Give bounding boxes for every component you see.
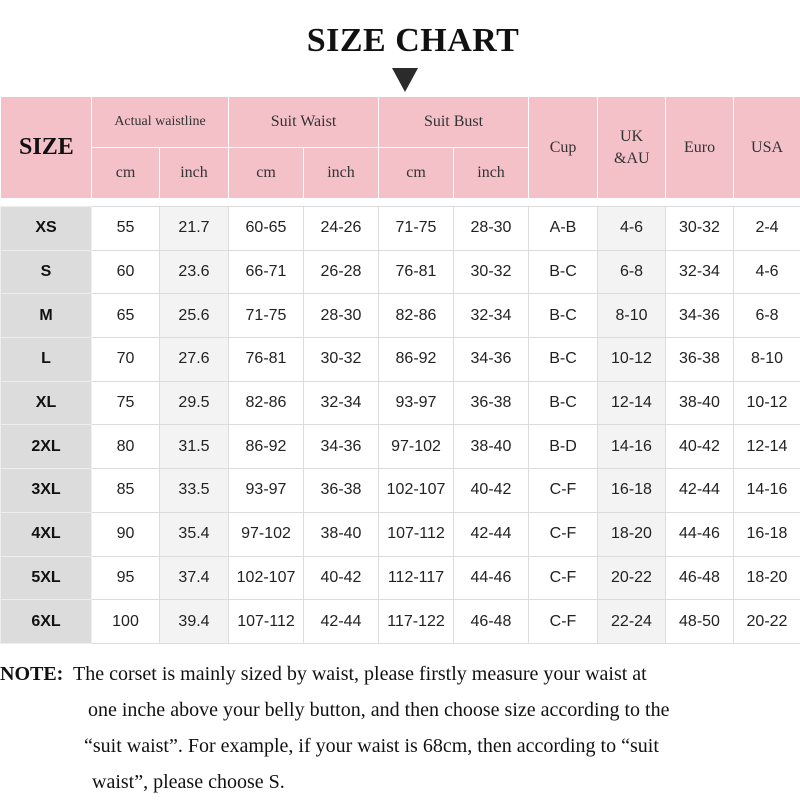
table-cell: A-B xyxy=(529,207,598,251)
header-usa: USA xyxy=(734,97,800,199)
table-cell: 82-86 xyxy=(229,381,304,425)
table-cell: 8-10 xyxy=(734,338,800,382)
table-cell: 107-112 xyxy=(379,512,454,556)
table-cell: 10-12 xyxy=(598,338,666,382)
table-cell: 55 xyxy=(92,207,160,251)
header-unit-inch: inch xyxy=(454,148,529,199)
header-unit-inch: inch xyxy=(304,148,379,199)
table-cell: 12-14 xyxy=(734,425,800,469)
table-cell: 20-22 xyxy=(598,556,666,600)
table-cell: 32-34 xyxy=(304,381,379,425)
table-cell: 97-102 xyxy=(229,512,304,556)
table-cell: 38-40 xyxy=(666,381,734,425)
table-row xyxy=(1,512,800,556)
table-cell: B-D xyxy=(529,425,598,469)
table-cell: 14-16 xyxy=(598,425,666,469)
header-euro: Euro xyxy=(666,97,734,199)
header-unit-inch: inch xyxy=(160,148,229,199)
table-cell: 21.7 xyxy=(160,207,229,251)
table-cell: 90 xyxy=(92,512,160,556)
table-cell: 86-92 xyxy=(379,338,454,382)
table-cell: 26-28 xyxy=(304,250,379,294)
note-line-3: “suit waist”. For example, if your waist is 68cm, then according to “suit xyxy=(84,735,659,757)
size-label: 5XL xyxy=(1,556,92,600)
table-cell: 27.6 xyxy=(160,338,229,382)
table-cell: 44-46 xyxy=(454,556,529,600)
table-cell: 39.4 xyxy=(160,600,229,644)
size-label: 3XL xyxy=(1,469,92,513)
table-cell: B-C xyxy=(529,250,598,294)
table-cell: B-C xyxy=(529,381,598,425)
table-cell: 71-75 xyxy=(229,294,304,338)
table-cell: 93-97 xyxy=(229,469,304,513)
table-cell: 40-42 xyxy=(666,425,734,469)
table-cell: 30-32 xyxy=(454,250,529,294)
size-label: S xyxy=(1,250,92,294)
table-cell: 6-8 xyxy=(734,294,800,338)
table-cell: 102-107 xyxy=(379,469,454,513)
size-label: 4XL xyxy=(1,512,92,556)
table-cell: 28-30 xyxy=(454,207,529,251)
note-label: NOTE: xyxy=(0,663,64,685)
size-label: M xyxy=(1,294,92,338)
header-unit-cm: cm xyxy=(92,148,160,199)
table-cell: 44-46 xyxy=(666,512,734,556)
table-cell: 102-107 xyxy=(229,556,304,600)
table-cell: 25.6 xyxy=(160,294,229,338)
table-cell: 40-42 xyxy=(454,469,529,513)
size-label: 6XL xyxy=(1,600,92,644)
table-cell: 107-112 xyxy=(229,600,304,644)
table-row xyxy=(1,469,800,513)
table-cell: 6-8 xyxy=(598,250,666,294)
table-cell: 4-6 xyxy=(598,207,666,251)
table-cell: 29.5 xyxy=(160,381,229,425)
table-cell: 93-97 xyxy=(379,381,454,425)
table-row xyxy=(1,556,800,600)
table-cell: 95 xyxy=(92,556,160,600)
table-cell: 75 xyxy=(92,381,160,425)
size-chart-body xyxy=(0,206,800,644)
table-cell: 66-71 xyxy=(229,250,304,294)
header-cup: Cup xyxy=(529,97,598,199)
note-line-2: one inche above your belly button, and then choose size according to the xyxy=(88,699,670,721)
table-cell: 33.5 xyxy=(160,469,229,513)
size-label: XL xyxy=(1,381,92,425)
table-row xyxy=(1,381,800,425)
down-arrow-icon xyxy=(392,68,418,92)
table-cell: B-C xyxy=(529,294,598,338)
size-chart-header xyxy=(0,96,800,199)
table-cell: 18-20 xyxy=(598,512,666,556)
table-cell: 70 xyxy=(92,338,160,382)
table-cell: 42-44 xyxy=(304,600,379,644)
table-row xyxy=(1,425,800,469)
table-row xyxy=(1,250,800,294)
table-cell: 34-36 xyxy=(454,338,529,382)
table-cell: 60-65 xyxy=(229,207,304,251)
table-cell: 40-42 xyxy=(304,556,379,600)
table-cell: 34-36 xyxy=(666,294,734,338)
table-cell: 16-18 xyxy=(734,512,800,556)
table-cell: 38-40 xyxy=(304,512,379,556)
table-cell: 76-81 xyxy=(379,250,454,294)
table-cell: 30-32 xyxy=(666,207,734,251)
table-cell: C-F xyxy=(529,556,598,600)
table-row xyxy=(1,294,800,338)
table-cell: 80 xyxy=(92,425,160,469)
table-cell: 100 xyxy=(92,600,160,644)
note-line-1: The corset is mainly sized by waist, please firstly measure your waist at xyxy=(72,663,647,685)
table-cell: 71-75 xyxy=(379,207,454,251)
table-cell: 10-12 xyxy=(734,381,800,425)
header-suit-bust: Suit Bust xyxy=(379,97,529,148)
table-cell: 22-24 xyxy=(598,600,666,644)
table-cell: 46-48 xyxy=(666,556,734,600)
table-cell: 85 xyxy=(92,469,160,513)
table-cell: 30-32 xyxy=(304,338,379,382)
table-cell: 37.4 xyxy=(160,556,229,600)
table-cell: 18-20 xyxy=(734,556,800,600)
table-cell: 20-22 xyxy=(734,600,800,644)
size-label: L xyxy=(1,338,92,382)
note-line-4: waist”, please choose S. xyxy=(92,771,285,793)
table-cell: 28-30 xyxy=(304,294,379,338)
table-cell: 112-117 xyxy=(379,556,454,600)
table-cell: 32-34 xyxy=(666,250,734,294)
size-label: 2XL xyxy=(1,425,92,469)
table-cell: 36-38 xyxy=(666,338,734,382)
table-cell: 16-18 xyxy=(598,469,666,513)
header-unit-cm: cm xyxy=(379,148,454,199)
page-title: SIZE CHART xyxy=(306,22,520,59)
table-cell: 31.5 xyxy=(160,425,229,469)
header-size: SIZE xyxy=(1,97,92,199)
table-cell: C-F xyxy=(529,600,598,644)
table-cell: 117-122 xyxy=(379,600,454,644)
table-cell: 12-14 xyxy=(598,381,666,425)
table-cell: 46-48 xyxy=(454,600,529,644)
table-cell: 35.4 xyxy=(160,512,229,556)
table-cell: 82-86 xyxy=(379,294,454,338)
table-cell: 23.6 xyxy=(160,250,229,294)
table-cell: C-F xyxy=(529,469,598,513)
table-cell: 76-81 xyxy=(229,338,304,382)
table-cell: 48-50 xyxy=(666,600,734,644)
header-actual-waistline: Actual waistline xyxy=(92,97,229,148)
table-cell: 38-40 xyxy=(454,425,529,469)
table-cell: 60 xyxy=(92,250,160,294)
table-cell: 36-38 xyxy=(304,469,379,513)
header-suit-waist: Suit Waist xyxy=(229,97,379,148)
table-cell: 34-36 xyxy=(304,425,379,469)
table-cell: 4-6 xyxy=(734,250,800,294)
table-cell: 86-92 xyxy=(229,425,304,469)
table-cell: B-C xyxy=(529,338,598,382)
table-cell: 42-44 xyxy=(454,512,529,556)
table-cell: 24-26 xyxy=(304,207,379,251)
table-cell: C-F xyxy=(529,512,598,556)
table-row xyxy=(1,207,800,251)
table-row xyxy=(1,338,800,382)
header-uk-au: UK &AU xyxy=(598,97,666,199)
size-label: XS xyxy=(1,207,92,251)
header-unit-cm: cm xyxy=(229,148,304,199)
table-cell: 32-34 xyxy=(454,294,529,338)
table-cell: 8-10 xyxy=(598,294,666,338)
table-cell: 2-4 xyxy=(734,207,800,251)
table-cell: 97-102 xyxy=(379,425,454,469)
table-cell: 36-38 xyxy=(454,381,529,425)
table-cell: 65 xyxy=(92,294,160,338)
table-row xyxy=(1,600,800,644)
table-cell: 14-16 xyxy=(734,469,800,513)
table-cell: 42-44 xyxy=(666,469,734,513)
